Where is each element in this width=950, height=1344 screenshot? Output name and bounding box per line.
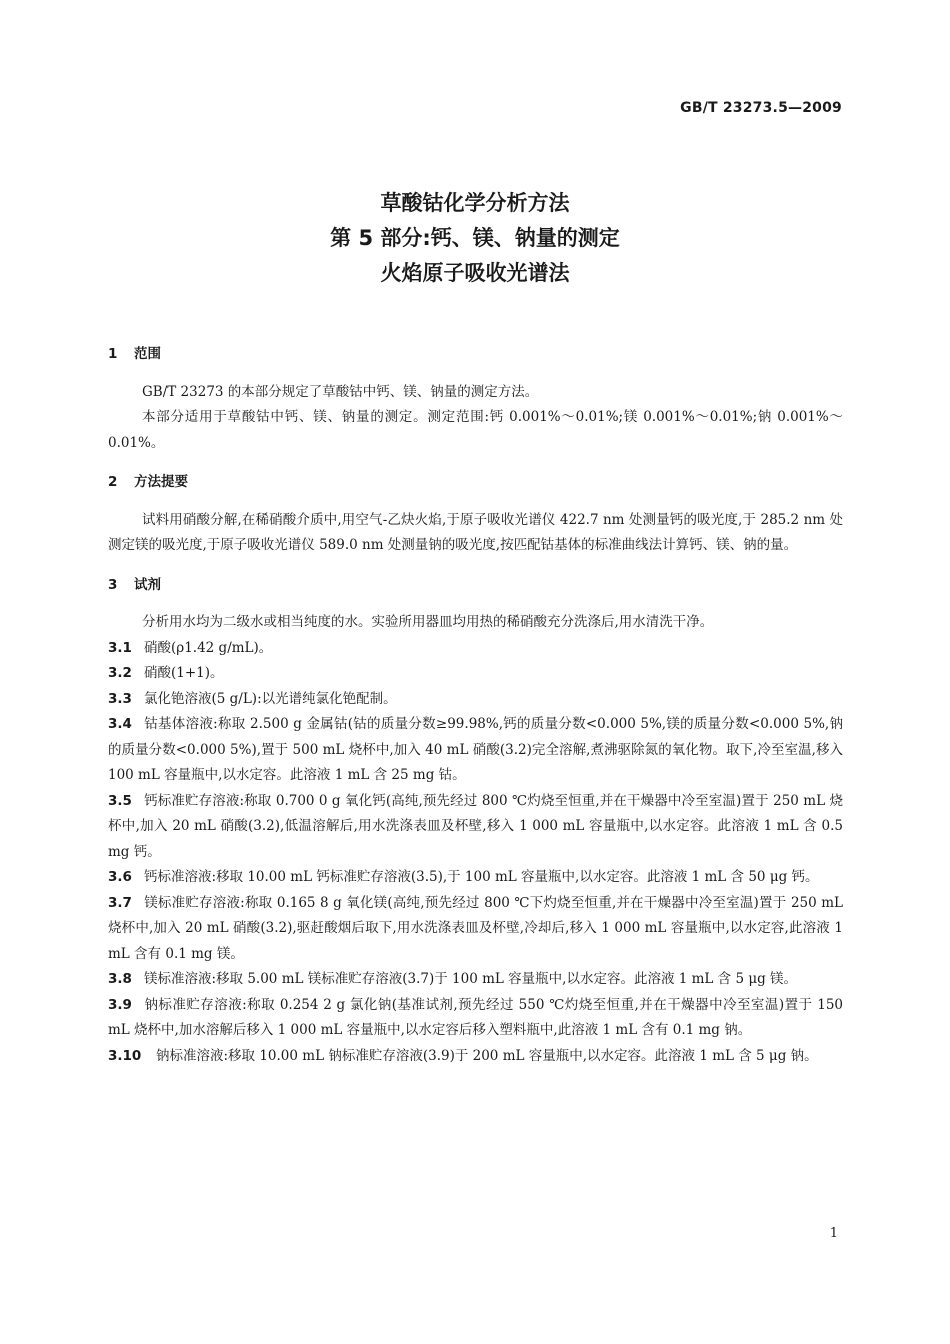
section-title: 范围 [134, 346, 161, 362]
list-item [108, 789, 843, 866]
item-text: 硝酸(1+1)。 [144, 665, 224, 681]
list-item [108, 865, 843, 891]
section-title: 试剂 [134, 576, 161, 593]
item-text: 氯化铯溶液(5 g/L):以光谱纯氯化铯配制。 [144, 690, 397, 707]
item-text: 钠标准贮存溶液:称取 0.254 2 g 氯化钠(基准试剂,预先经过 550 ℃灼烧至恒重,并在干燥器中冷至室温)置于 150 mL 烧杯中,加水溶解后移入 1 000 mL 容量瓶中,以水定容后移入塑料瓶中,此溶液 1 mL 含有 0.1 mg 钠。 [108, 996, 843, 1038]
item-text: 钠标准溶液:移取 10.00 mL 钠标准贮存溶液(3.9)于 200 mL 容量瓶中,以水定容。此溶液 1 mL 含 5 μg 钠。 [156, 1047, 818, 1064]
title-line-1: 草酸钴化学分析方法 [380, 191, 570, 215]
section-2-heading [108, 470, 843, 496]
section-1-paragraph-1: GB/T 23273 的本部分规定了草酸钴中钙、镁、钠量的测定方法。 [142, 383, 539, 400]
list-item [108, 993, 843, 1044]
section-number: 2 [108, 474, 118, 490]
document-body [108, 342, 843, 1069]
section-3-heading [108, 573, 843, 599]
item-text: 钙标准贮存溶液:称取 0.700 0 g 氧化钙(高纯,预先经过 800 ℃灼烧至恒重,并在干燥器中冷至室温)置于 250 mL 烧杯中,加入 20 mL 硝酸(3.2),低温溶解后,用水洗涤表皿及杯壁,移入 1 000 mL 容量瓶中,以水定容。此溶液 1 mL 含 0.5 mg 钙。 [108, 792, 843, 860]
title-line-3: 火焰原子吸收光谱法 [380, 261, 570, 285]
item-number: 3.7 [108, 894, 132, 911]
section-3-paragraph-1: 分析用水均为二级水或相当纯度的水。实验所用器皿均用热的稀硝酸充分洗涤后,用水清洗干净。 [142, 614, 714, 630]
standard-code: GB/T 23273.5—2009 [680, 100, 842, 116]
item-number: 3.4 [108, 716, 132, 732]
item-number: 3.8 [108, 971, 132, 987]
item-text: 硝酸(ρ1.42 g/mL)。 [144, 639, 273, 656]
item-number: 3.6 [108, 869, 132, 885]
title-line-2: 第 5 部分:钙、镁、钠量的测定 [330, 226, 620, 250]
section-number: 3 [108, 576, 118, 593]
section-1-heading [108, 342, 843, 368]
item-text: 镁标准贮存溶液:称取 0.165 8 g 氧化镁(高纯,预先经过 800 ℃下灼烧至恒重,并在干燥器中冷至室温)置于 250 mL 烧杯中,加入 20 mL 硝酸(3.2),驱赶酸烟后取下,用水洗涤表皿及杯壁,冷却后,移入 1 000 mL 容量瓶中,以水定容,此溶液 1 mL 含有 0.1 mg 镁。 [108, 894, 843, 962]
item-text: 镁标准溶液:移取 5.00 mL 镁标准贮存溶液(3.7)于 100 mL 容量瓶中,以水定容。此溶液 1 mL 含 5 μg 镁。 [144, 971, 798, 987]
section-title: 方法提要 [134, 474, 188, 490]
list-item [108, 967, 843, 993]
section-1-paragraph-2: 本部分适用于草酸钴中钙、镁、钠量的测定。测定范围:钙 0.001%～0.01%;镁 0.001%～0.01%;钠 0.001%～0.01%。 [108, 409, 843, 451]
list-item [108, 661, 843, 687]
item-number: 3.10 [108, 1047, 142, 1064]
list-item [108, 712, 843, 789]
item-number: 3.1 [108, 639, 132, 656]
document-title [0, 186, 950, 291]
item-number: 3.9 [108, 996, 132, 1013]
section-2-paragraph-1: 试料用硝酸分解,在稀硝酸介质中,用空气-乙炔火焰,于原子吸收光谱仪 422.7 nm 处测量钙的吸光度,于 285.2 nm 处测定镁的吸光度,于原子吸收光谱仪 589.0 nm 处测量钠的吸光度,按匹配钴基体的标准曲线法计算钙、镁、钠的量。 [108, 511, 843, 553]
item-number: 3.3 [108, 690, 132, 707]
list-item [108, 687, 843, 713]
list-item [108, 891, 843, 968]
section-number: 1 [108, 346, 118, 362]
list-item [108, 636, 843, 662]
item-number: 3.5 [108, 792, 132, 809]
page-number: 1 [829, 1226, 838, 1241]
item-text: 钴基体溶液:称取 2.500 g 金属钴(钴的质量分数≥99.98%,钙的质量分数<0.000 5%,镁的质量分数<0.000 5%,钠的质量分数<0.000 5%),置于 500 mL 烧杯中,加入 40 mL 硝酸(3.2)完全溶解,煮沸驱除氮的氧化物。取下,冷至室温,移入 100 mL 容量瓶中,以水定容。此溶液 1 mL 含 25 mg 钴。 [108, 716, 843, 783]
item-text: 钙标准溶液:移取 10.00 mL 钙标准贮存溶液(3.5),于 100 mL 容量瓶中,以水定容。此溶液 1 mL 含 50 μg 钙。 [144, 869, 819, 885]
list-item [108, 1044, 843, 1070]
item-number: 3.2 [108, 665, 132, 681]
